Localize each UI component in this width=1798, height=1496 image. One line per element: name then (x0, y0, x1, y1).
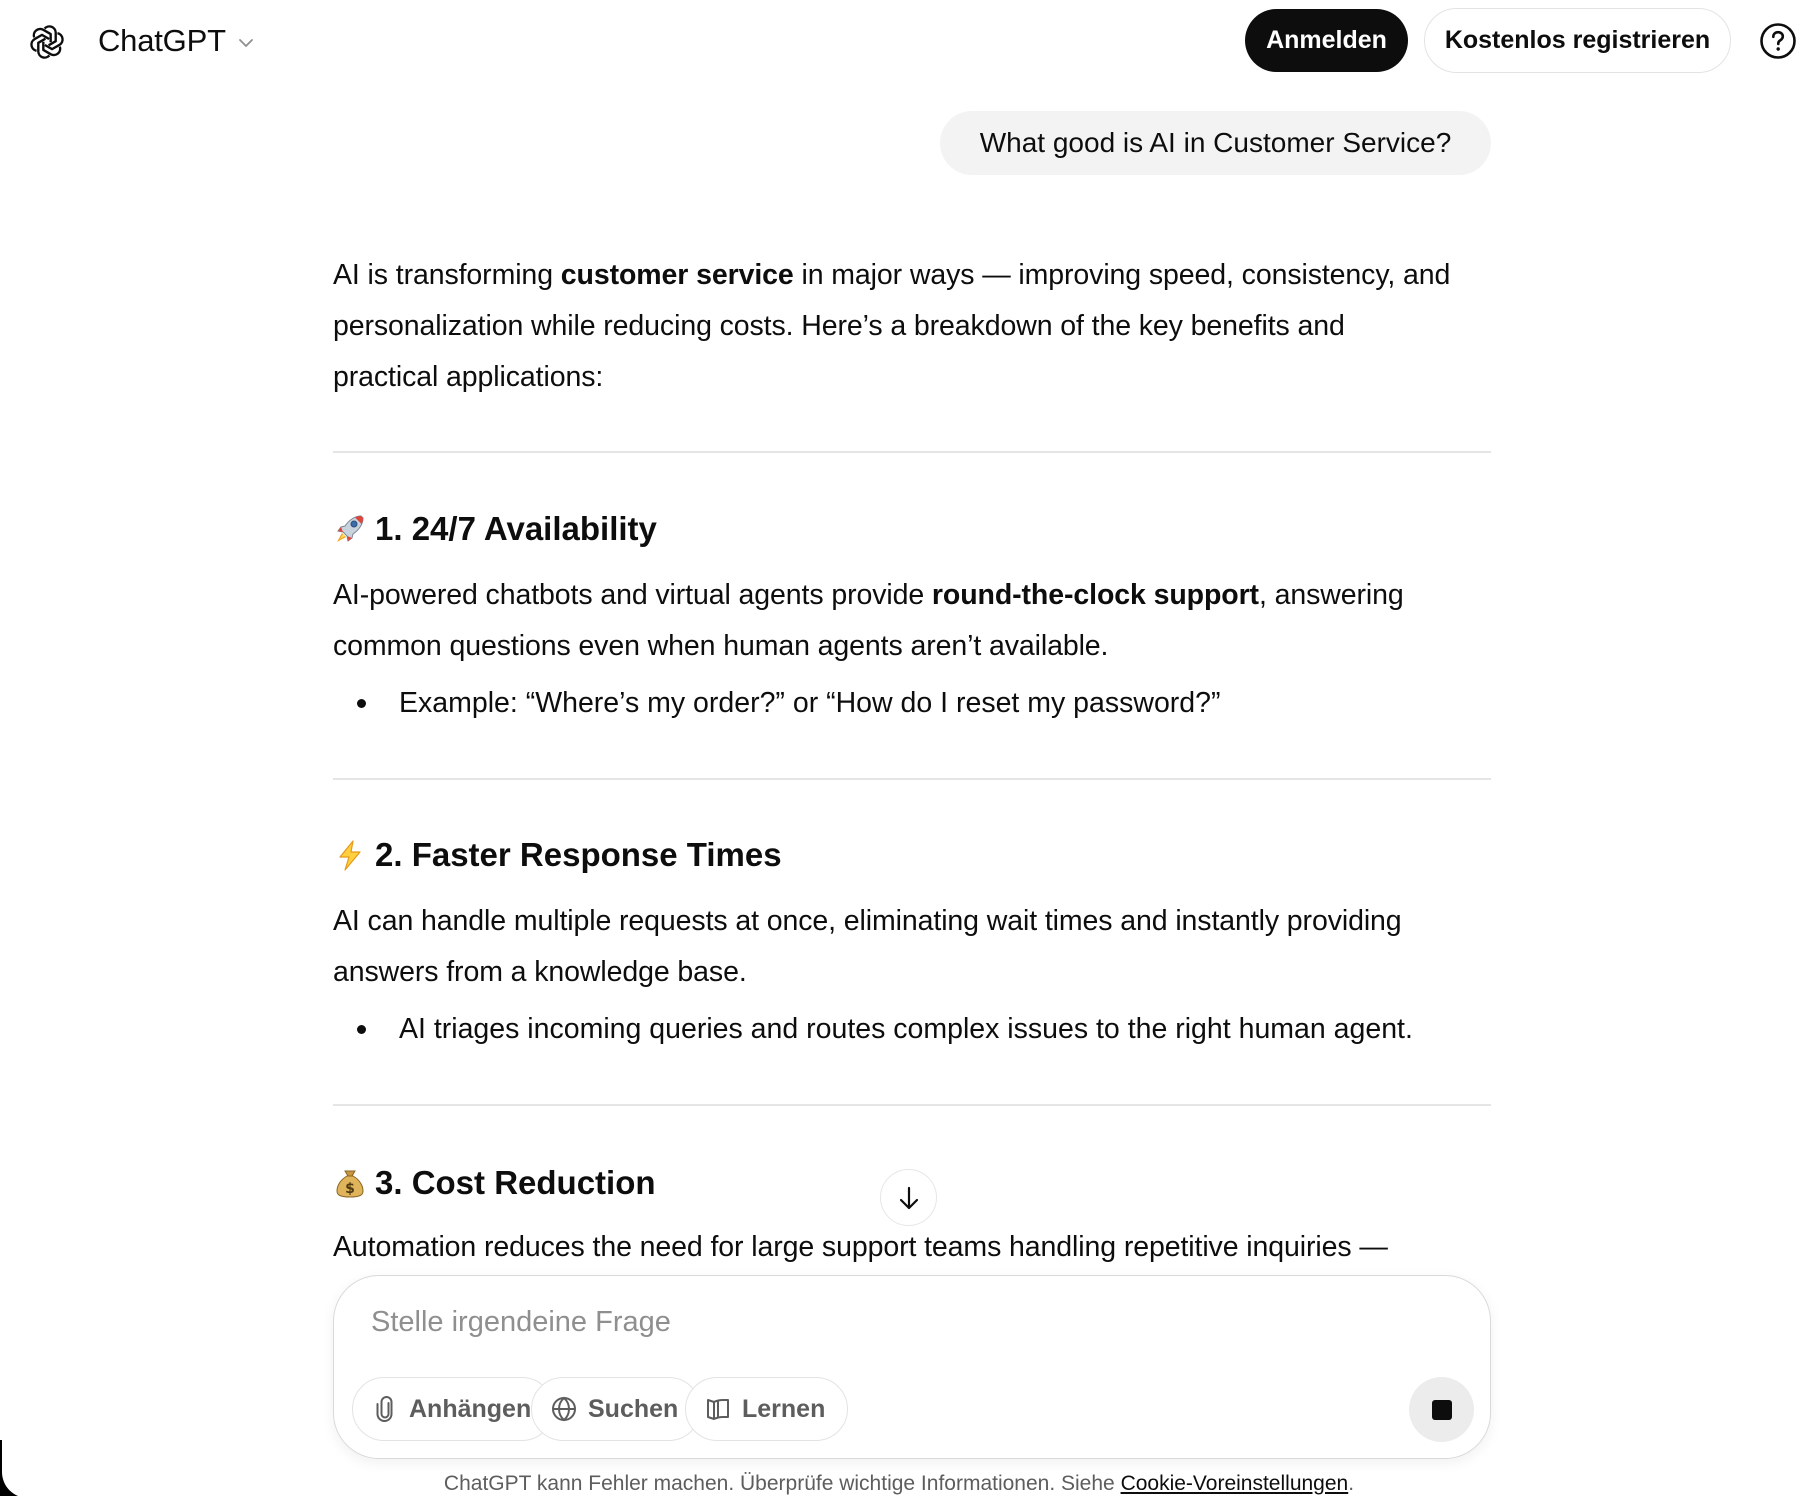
intro-text: AI is transforming (333, 259, 561, 291)
intro-text: in major ways — improving speed, consistency, and (793, 259, 1451, 291)
signup-button[interactable]: Kostenlos registrieren (1424, 8, 1731, 73)
attach-label: Anhängen (409, 1394, 532, 1423)
section-divider (333, 778, 1491, 780)
section-paragraph (333, 896, 1491, 998)
cookie-settings-link[interactable]: Cookie-Voreinstellungen (1120, 1472, 1349, 1495)
bullet-dot (357, 1025, 366, 1034)
search-button[interactable] (531, 1377, 701, 1441)
section-paragraph (333, 570, 1491, 672)
book-open-icon (704, 1395, 732, 1423)
paragraph-text: common questions even when human agents aren’t available. (333, 630, 1109, 662)
scroll-to-bottom-button[interactable] (880, 1169, 937, 1226)
intro-paragraph (333, 250, 1491, 403)
search-label: Suchen (588, 1394, 679, 1423)
model-switcher[interactable] (86, 18, 268, 64)
composer (333, 1275, 1491, 1459)
login-button[interactable]: Anmelden (1245, 9, 1408, 72)
disclaimer-footer (0, 1472, 1798, 1496)
intro-bold: customer service (560, 259, 794, 291)
paragraph-text: answers from a knowledge base. (333, 956, 747, 988)
intro-text: practical applications: (333, 361, 604, 393)
paragraph-text: , answering (1258, 579, 1404, 611)
top-bar (0, 0, 1798, 82)
bullet-dot (357, 699, 366, 708)
intro-text: personalization while reducing costs. Here’s a breakdown of the key benefits and (333, 310, 1345, 342)
disclaimer-suffix: . (1348, 1472, 1355, 1495)
list-item-text: AI triages incoming queries and routes complex issues to the right human agent. (399, 1013, 1413, 1045)
section-heading-text: 1. 24/7 Availability (375, 510, 657, 547)
section-heading (333, 507, 657, 551)
app-title: ChatGPT (98, 23, 226, 58)
stop-generating-button[interactable] (1409, 1377, 1474, 1442)
arrow-down-icon (894, 1183, 924, 1213)
money-bag-icon (333, 1166, 367, 1200)
chevron-down-icon (236, 33, 256, 53)
paragraph-text: AI-powered chatbots and virtual agents provide (333, 579, 932, 611)
attach-button[interactable] (352, 1377, 554, 1441)
paragraph-text: AI can handle multiple requests at once, eliminating wait times and instantly providing (333, 905, 1402, 937)
paragraph-bold: round-the-clock support (931, 579, 1259, 611)
list-item (357, 1004, 1413, 1055)
window-corner (0, 1440, 20, 1496)
openai-logo-icon[interactable] (28, 23, 66, 61)
prompt-input[interactable] (371, 1298, 1371, 1346)
section-heading (333, 1161, 656, 1205)
list-item-text: Example: “Where’s my order?” or “How do I reset my password?” (399, 687, 1221, 719)
section-heading (333, 833, 782, 877)
help-circle-icon[interactable] (1758, 21, 1798, 61)
section-divider (333, 451, 1491, 453)
lightning-icon (333, 838, 367, 872)
user-message: What good is AI in Customer Service? (940, 111, 1491, 175)
globe-icon (550, 1395, 578, 1423)
stop-icon (1432, 1400, 1452, 1420)
section-heading-text: 3. Cost Reduction (375, 1164, 656, 1201)
disclaimer-text: ChatGPT kann Fehler machen. Überprüfe wichtige Informationen. Siehe (443, 1472, 1121, 1495)
section-divider (333, 1104, 1491, 1106)
paperclip-icon (371, 1395, 399, 1423)
study-label: Lernen (742, 1394, 826, 1423)
section-heading-text: 2. Faster Response Times (375, 836, 782, 873)
study-button[interactable] (685, 1377, 848, 1441)
rocket-icon (333, 512, 367, 546)
paragraph-text: Automation reduces the need for large support teams handling repetitive inquiries — (333, 1231, 1388, 1263)
list-item (357, 678, 1220, 729)
svg-text:$: $ (345, 1181, 355, 1197)
